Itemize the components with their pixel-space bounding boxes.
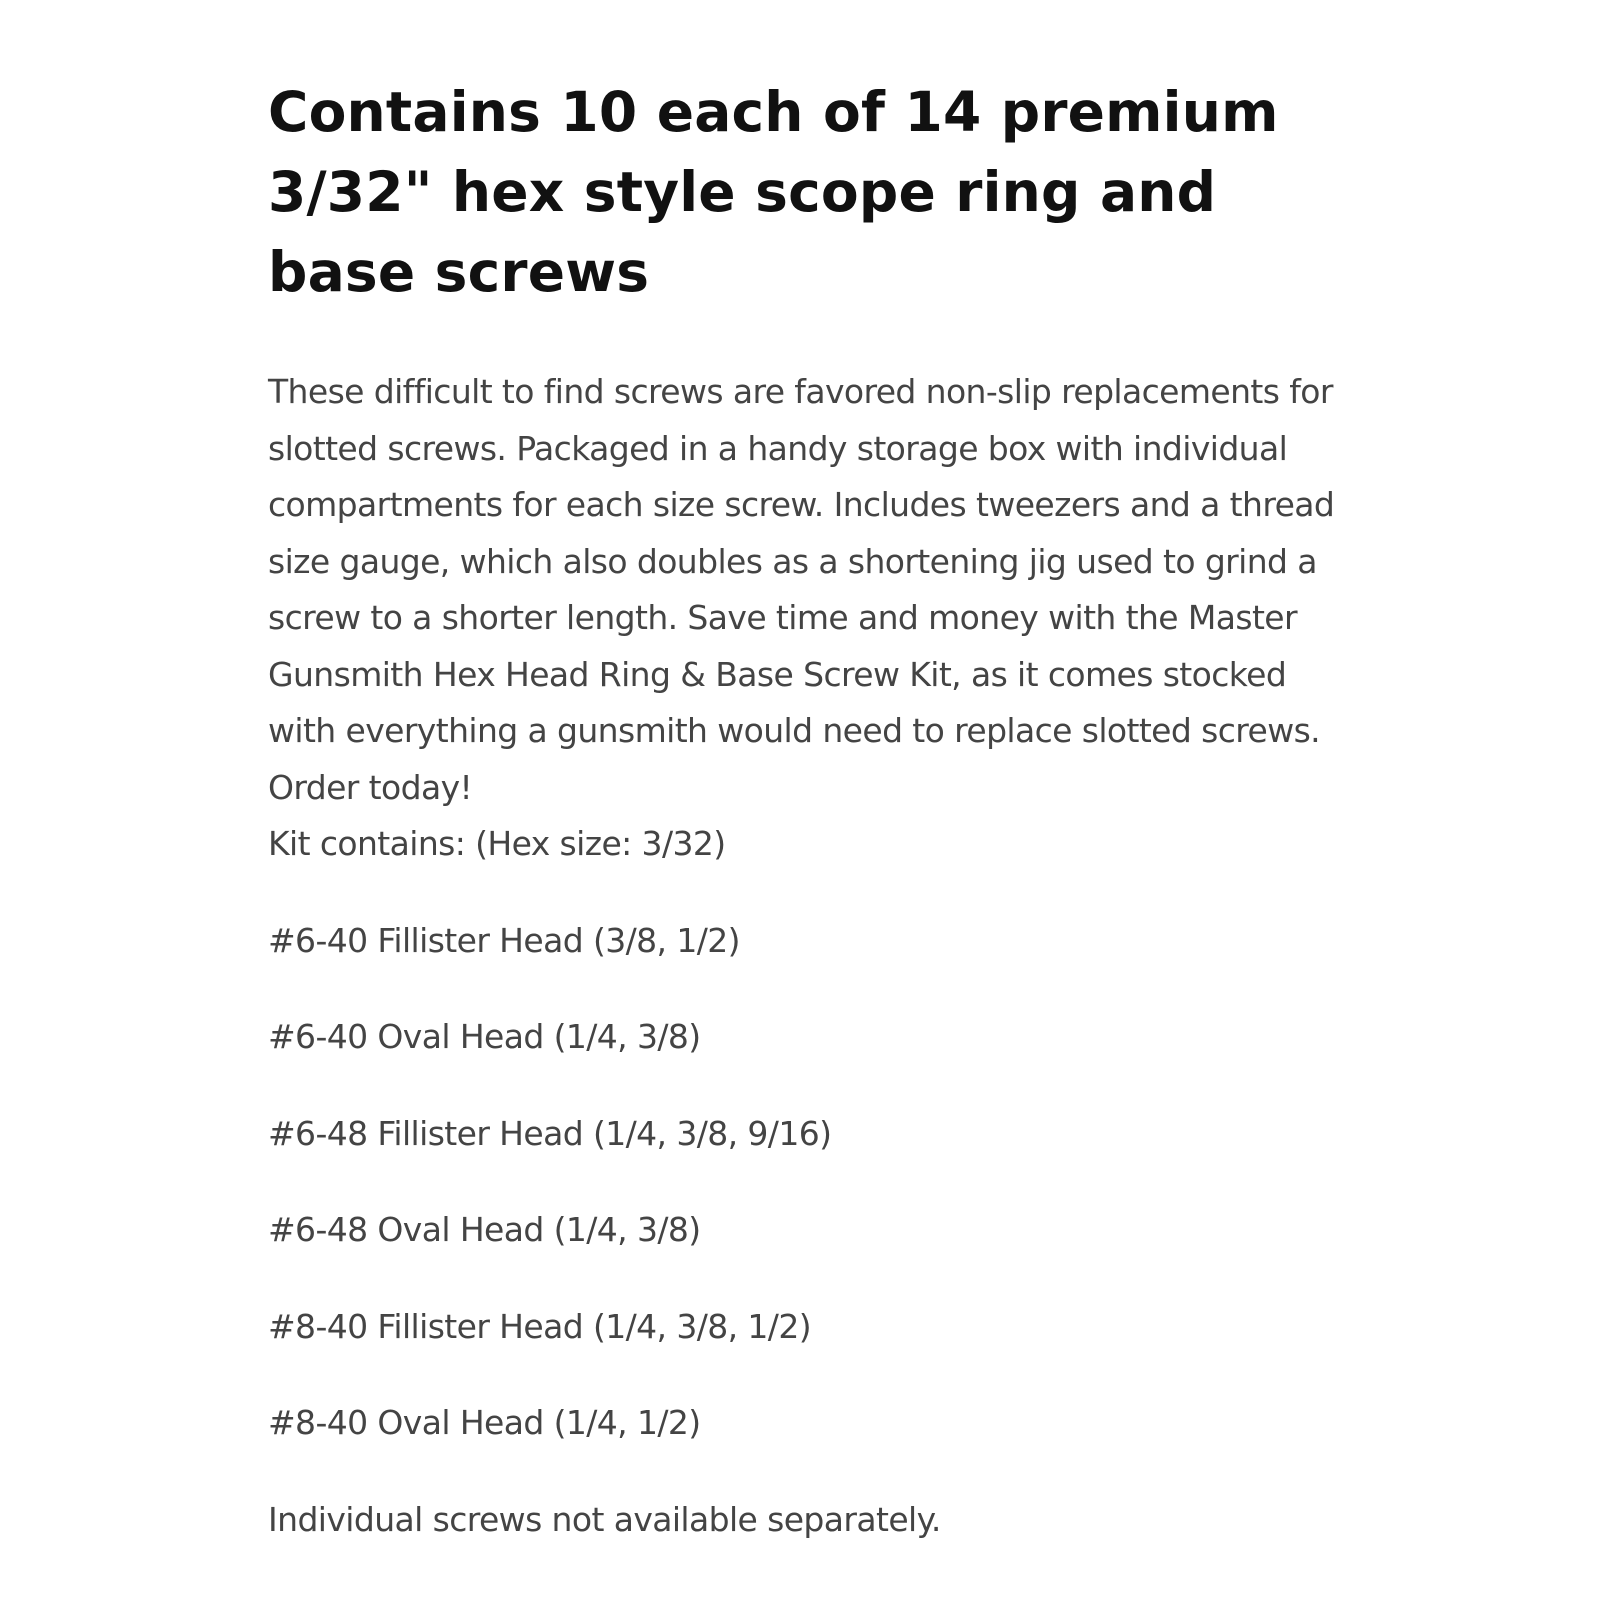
kit-item: #8-40 Oval Head (1/4, 1/2)	[268, 1403, 701, 1442]
kit-item-list	[268, 913, 1358, 1452]
kit-item: #6-40 Oval Head (1/4, 3/8)	[268, 1017, 701, 1056]
kit-item: #6-48 Oval Head (1/4, 3/8)	[268, 1210, 701, 1249]
description-paragraph: These difficult to find screws are favored non-slip replacements for slotted screws. Packaged in a handy storage box with individual compartments for each size screw. Includes tweezers and a thread size gauge, which also doubles as a shortening jig used to grind a screw to a shorter length. Save time and money with the Master Gunsmith Hex Head Ring & Base Screw Kit, as it comes stocked with everything a gunsmith would need to replace slotted screws. Order today!	[268, 372, 1335, 807]
availability-note: Individual screws not available separately.	[268, 1499, 941, 1539]
product-heading: Contains 10 each of 14 premium 3/32" hex style scope ring and base screws	[268, 80, 1279, 304]
kit-item: #6-40 Fillister Head (3/8, 1/2)	[268, 920, 740, 960]
kit-item: #6-48 Fillister Head (1/4, 3/8, 9/16)	[268, 1113, 832, 1153]
product-description	[268, 72, 1358, 1548]
kit-item: #8-40 Fillister Head (1/4, 3/8, 1/2)	[268, 1306, 811, 1346]
kit-contains-label: Kit contains: (Hex size: 3/32)	[268, 824, 726, 863]
